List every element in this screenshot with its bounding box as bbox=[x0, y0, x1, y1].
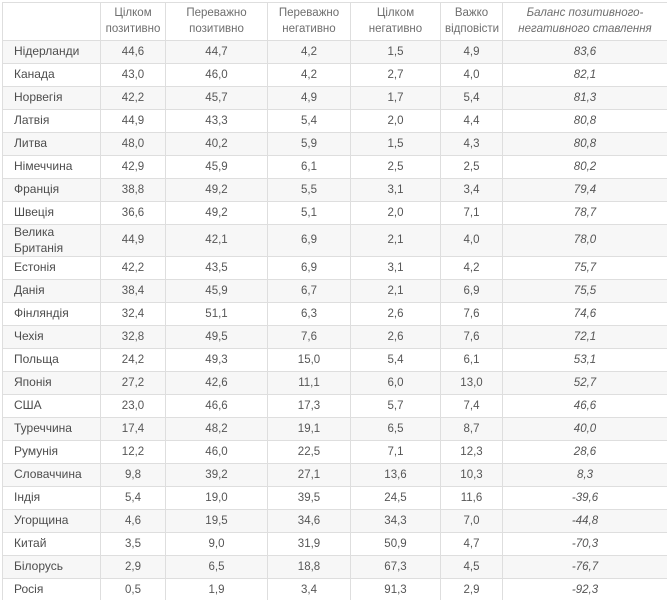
country-cell: Угорщина bbox=[3, 510, 101, 533]
value-cell: 6,9 bbox=[268, 257, 351, 280]
value-cell: 1,5 bbox=[351, 41, 441, 64]
value-cell: 6,5 bbox=[166, 556, 268, 579]
table-row bbox=[3, 64, 667, 87]
country-cell: Китай bbox=[3, 533, 101, 556]
value-cell: 7,1 bbox=[441, 202, 503, 225]
table-row bbox=[3, 556, 667, 579]
balance-cell: 79,4 bbox=[503, 179, 667, 202]
country-cell: Естонія bbox=[3, 257, 101, 280]
value-cell: 12,3 bbox=[441, 441, 503, 464]
balance-cell: 78,0 bbox=[503, 225, 667, 257]
country-cell: Румунія bbox=[3, 441, 101, 464]
table-row bbox=[3, 179, 667, 202]
balance-cell: -70,3 bbox=[503, 533, 667, 556]
value-cell: 44,6 bbox=[101, 41, 166, 64]
value-cell: 42,6 bbox=[166, 372, 268, 395]
country-cell: Фінляндія bbox=[3, 303, 101, 326]
country-cell: Данія bbox=[3, 280, 101, 303]
value-cell: 42,2 bbox=[101, 87, 166, 110]
value-cell: 5,4 bbox=[351, 349, 441, 372]
value-cell: 67,3 bbox=[351, 556, 441, 579]
value-cell: 45,9 bbox=[166, 280, 268, 303]
value-cell: 51,1 bbox=[166, 303, 268, 326]
value-cell: 2,0 bbox=[351, 110, 441, 133]
value-cell: 44,7 bbox=[166, 41, 268, 64]
value-cell: 2,9 bbox=[441, 579, 503, 600]
table-row bbox=[3, 510, 667, 533]
country-cell: Японія bbox=[3, 372, 101, 395]
balance-cell: 75,5 bbox=[503, 280, 667, 303]
value-cell: 2,6 bbox=[351, 326, 441, 349]
value-cell: 42,1 bbox=[166, 225, 268, 257]
value-cell: 49,2 bbox=[166, 202, 268, 225]
value-cell: 2,5 bbox=[441, 156, 503, 179]
value-cell: 23,0 bbox=[101, 395, 166, 418]
table-row bbox=[3, 395, 667, 418]
value-cell: 4,7 bbox=[441, 533, 503, 556]
country-cell: Туреччина bbox=[3, 418, 101, 441]
value-cell: 4,2 bbox=[268, 64, 351, 87]
value-cell: 46,0 bbox=[166, 64, 268, 87]
header-row bbox=[3, 3, 667, 41]
balance-cell: 78,7 bbox=[503, 202, 667, 225]
balance-cell: 46,6 bbox=[503, 395, 667, 418]
table-row bbox=[3, 326, 667, 349]
table-row bbox=[3, 156, 667, 179]
country-cell: Німеччина bbox=[3, 156, 101, 179]
value-cell: 7,6 bbox=[441, 326, 503, 349]
value-cell: 1,5 bbox=[351, 133, 441, 156]
value-cell: 6,3 bbox=[268, 303, 351, 326]
value-cell: 3,5 bbox=[101, 533, 166, 556]
value-cell: 49,5 bbox=[166, 326, 268, 349]
value-cell: 4,2 bbox=[268, 41, 351, 64]
value-cell: 39,2 bbox=[166, 464, 268, 487]
value-cell: 49,2 bbox=[166, 179, 268, 202]
value-cell: 2,5 bbox=[351, 156, 441, 179]
balance-cell: 74,6 bbox=[503, 303, 667, 326]
country-cell: Білорусь bbox=[3, 556, 101, 579]
balance-cell: 52,7 bbox=[503, 372, 667, 395]
country-cell: Велика Британія bbox=[3, 225, 101, 257]
balance-cell: 80,8 bbox=[503, 110, 667, 133]
value-cell: 5,4 bbox=[441, 87, 503, 110]
value-cell: 2,7 bbox=[351, 64, 441, 87]
value-column-header: Цілком позитивно bbox=[101, 3, 166, 41]
value-cell: 27,2 bbox=[101, 372, 166, 395]
country-cell: Словаччина bbox=[3, 464, 101, 487]
value-cell: 3,4 bbox=[268, 579, 351, 600]
table-row bbox=[3, 280, 667, 303]
country-cell: Канада bbox=[3, 64, 101, 87]
value-cell: 7,0 bbox=[441, 510, 503, 533]
value-cell: 43,5 bbox=[166, 257, 268, 280]
country-cell: Нідерланди bbox=[3, 41, 101, 64]
table-row bbox=[3, 349, 667, 372]
value-cell: 7,6 bbox=[268, 326, 351, 349]
value-cell: 2,6 bbox=[351, 303, 441, 326]
balance-cell: 81,3 bbox=[503, 87, 667, 110]
country-cell: Франція bbox=[3, 179, 101, 202]
value-cell: 31,9 bbox=[268, 533, 351, 556]
value-cell: 34,6 bbox=[268, 510, 351, 533]
value-cell: 13,0 bbox=[441, 372, 503, 395]
value-cell: 12,2 bbox=[101, 441, 166, 464]
balance-cell: 82,1 bbox=[503, 64, 667, 87]
value-cell: 4,0 bbox=[441, 64, 503, 87]
table-row bbox=[3, 372, 667, 395]
value-cell: 6,1 bbox=[441, 349, 503, 372]
value-cell: 11,1 bbox=[268, 372, 351, 395]
table-row bbox=[3, 464, 667, 487]
value-cell: 48,0 bbox=[101, 133, 166, 156]
value-cell: 45,9 bbox=[166, 156, 268, 179]
value-cell: 10,3 bbox=[441, 464, 503, 487]
value-column-header: Важко відповісти bbox=[441, 3, 503, 41]
country-column-header bbox=[3, 3, 101, 41]
country-attitude-table bbox=[2, 2, 667, 600]
value-cell: 0,5 bbox=[101, 579, 166, 600]
table-row bbox=[3, 41, 667, 64]
value-column-header: Переважно негативно bbox=[268, 3, 351, 41]
value-cell: 2,0 bbox=[351, 202, 441, 225]
table-row bbox=[3, 303, 667, 326]
table-row bbox=[3, 418, 667, 441]
balance-cell: -92,3 bbox=[503, 579, 667, 600]
value-cell: 3,1 bbox=[351, 257, 441, 280]
country-cell: США bbox=[3, 395, 101, 418]
balance-column-header: Баланс позитивного-негативного ставлення bbox=[503, 3, 667, 41]
value-cell: 19,0 bbox=[166, 487, 268, 510]
balance-cell: 80,8 bbox=[503, 133, 667, 156]
value-cell: 39,5 bbox=[268, 487, 351, 510]
table-body bbox=[3, 41, 667, 600]
value-cell: 1,7 bbox=[351, 87, 441, 110]
value-cell: 6,0 bbox=[351, 372, 441, 395]
value-cell: 32,8 bbox=[101, 326, 166, 349]
value-cell: 17,3 bbox=[268, 395, 351, 418]
value-cell: 43,0 bbox=[101, 64, 166, 87]
value-cell: 7,6 bbox=[441, 303, 503, 326]
value-cell: 5,1 bbox=[268, 202, 351, 225]
table-row bbox=[3, 257, 667, 280]
value-cell: 40,2 bbox=[166, 133, 268, 156]
value-cell: 3,4 bbox=[441, 179, 503, 202]
value-cell: 4,9 bbox=[268, 87, 351, 110]
value-cell: 24,5 bbox=[351, 487, 441, 510]
balance-cell: -76,7 bbox=[503, 556, 667, 579]
value-cell: 7,1 bbox=[351, 441, 441, 464]
value-cell: 48,2 bbox=[166, 418, 268, 441]
value-cell: 42,9 bbox=[101, 156, 166, 179]
value-cell: 2,1 bbox=[351, 280, 441, 303]
value-cell: 24,2 bbox=[101, 349, 166, 372]
value-cell: 17,4 bbox=[101, 418, 166, 441]
balance-cell: 83,6 bbox=[503, 41, 667, 64]
value-cell: 34,3 bbox=[351, 510, 441, 533]
balance-cell: 75,7 bbox=[503, 257, 667, 280]
value-cell: 13,6 bbox=[351, 464, 441, 487]
country-cell: Швеція bbox=[3, 202, 101, 225]
value-cell: 4,4 bbox=[441, 110, 503, 133]
value-cell: 46,6 bbox=[166, 395, 268, 418]
table-row bbox=[3, 110, 667, 133]
value-cell: 18,8 bbox=[268, 556, 351, 579]
value-cell: 5,7 bbox=[351, 395, 441, 418]
value-cell: 11,6 bbox=[441, 487, 503, 510]
value-column-header: Цілком негативно bbox=[351, 3, 441, 41]
value-column-header: Переважно позитивно bbox=[166, 3, 268, 41]
value-cell: 6,9 bbox=[268, 225, 351, 257]
balance-cell: 40,0 bbox=[503, 418, 667, 441]
country-cell: Норвегія bbox=[3, 87, 101, 110]
value-cell: 19,5 bbox=[166, 510, 268, 533]
value-cell: 4,3 bbox=[441, 133, 503, 156]
value-cell: 4,0 bbox=[441, 225, 503, 257]
value-cell: 38,8 bbox=[101, 179, 166, 202]
table-row bbox=[3, 487, 667, 510]
balance-cell: 8,3 bbox=[503, 464, 667, 487]
value-cell: 2,1 bbox=[351, 225, 441, 257]
value-cell: 5,4 bbox=[268, 110, 351, 133]
value-cell: 7,4 bbox=[441, 395, 503, 418]
value-cell: 4,2 bbox=[441, 257, 503, 280]
balance-cell: 53,1 bbox=[503, 349, 667, 372]
value-cell: 42,2 bbox=[101, 257, 166, 280]
table-row bbox=[3, 202, 667, 225]
value-cell: 9,8 bbox=[101, 464, 166, 487]
value-cell: 43,3 bbox=[166, 110, 268, 133]
value-cell: 6,1 bbox=[268, 156, 351, 179]
value-cell: 50,9 bbox=[351, 533, 441, 556]
table-row bbox=[3, 579, 667, 600]
value-cell: 6,7 bbox=[268, 280, 351, 303]
value-cell: 22,5 bbox=[268, 441, 351, 464]
table-row bbox=[3, 133, 667, 156]
country-cell: Польща bbox=[3, 349, 101, 372]
value-cell: 4,9 bbox=[441, 41, 503, 64]
value-cell: 5,9 bbox=[268, 133, 351, 156]
value-cell: 49,3 bbox=[166, 349, 268, 372]
value-cell: 5,4 bbox=[101, 487, 166, 510]
country-cell: Чехія bbox=[3, 326, 101, 349]
table-row bbox=[3, 533, 667, 556]
value-cell: 1,9 bbox=[166, 579, 268, 600]
value-cell: 4,6 bbox=[101, 510, 166, 533]
value-cell: 15,0 bbox=[268, 349, 351, 372]
value-cell: 46,0 bbox=[166, 441, 268, 464]
value-cell: 5,5 bbox=[268, 179, 351, 202]
table-row bbox=[3, 225, 667, 257]
balance-cell: 28,6 bbox=[503, 441, 667, 464]
balance-cell: -39,6 bbox=[503, 487, 667, 510]
country-cell: Індія bbox=[3, 487, 101, 510]
value-cell: 3,1 bbox=[351, 179, 441, 202]
value-cell: 32,4 bbox=[101, 303, 166, 326]
table-row bbox=[3, 441, 667, 464]
balance-cell: 80,2 bbox=[503, 156, 667, 179]
value-cell: 38,4 bbox=[101, 280, 166, 303]
country-cell: Росія bbox=[3, 579, 101, 600]
value-cell: 19,1 bbox=[268, 418, 351, 441]
balance-cell: -44,8 bbox=[503, 510, 667, 533]
value-cell: 44,9 bbox=[101, 225, 166, 257]
value-cell: 2,9 bbox=[101, 556, 166, 579]
table-row bbox=[3, 87, 667, 110]
value-cell: 44,9 bbox=[101, 110, 166, 133]
country-cell: Литва bbox=[3, 133, 101, 156]
value-cell: 36,6 bbox=[101, 202, 166, 225]
value-cell: 6,5 bbox=[351, 418, 441, 441]
value-cell: 91,3 bbox=[351, 579, 441, 600]
value-cell: 4,5 bbox=[441, 556, 503, 579]
value-cell: 9,0 bbox=[166, 533, 268, 556]
value-cell: 45,7 bbox=[166, 87, 268, 110]
value-cell: 8,7 bbox=[441, 418, 503, 441]
country-cell: Латвія bbox=[3, 110, 101, 133]
value-cell: 6,9 bbox=[441, 280, 503, 303]
balance-cell: 72,1 bbox=[503, 326, 667, 349]
value-cell: 27,1 bbox=[268, 464, 351, 487]
